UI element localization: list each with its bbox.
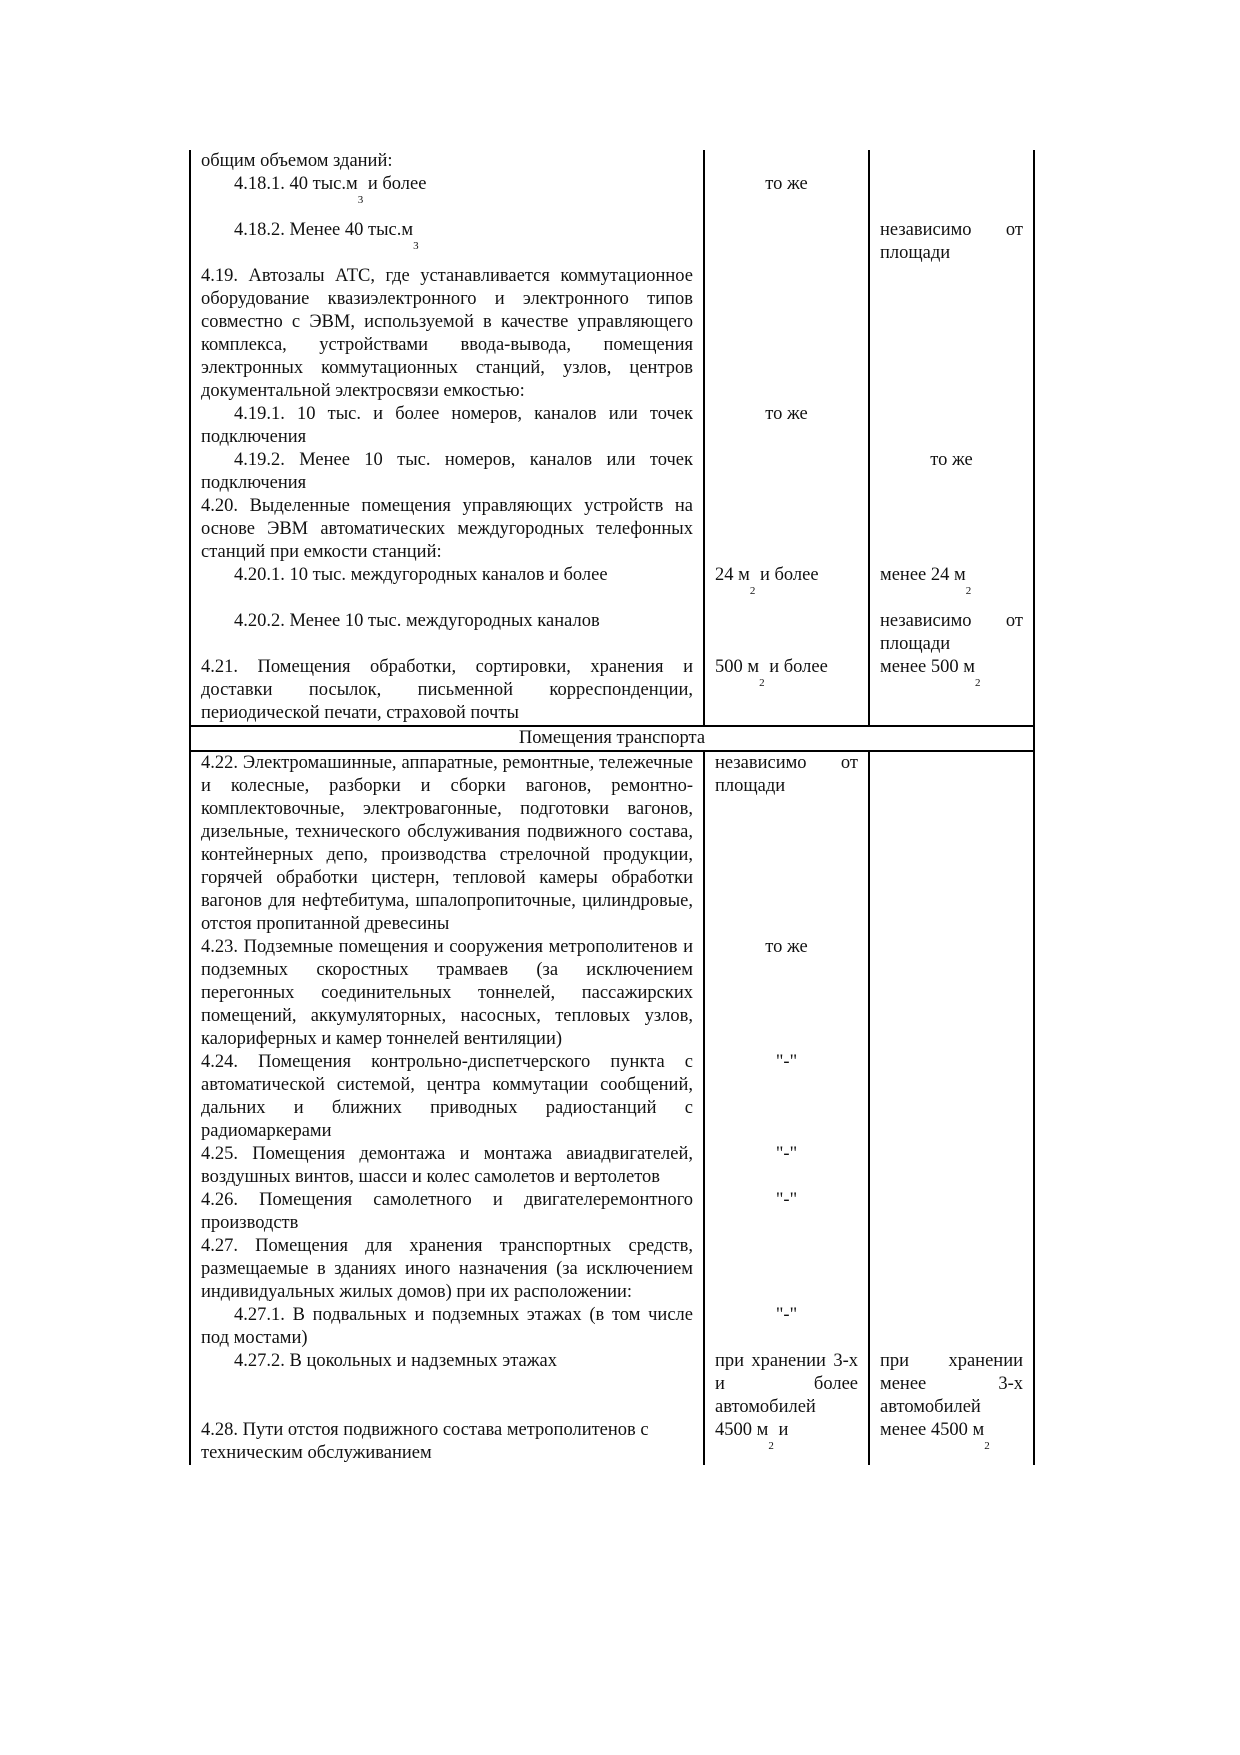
row-text: 4.27.1. В подвальных и подземных этажах (в том числе под мостами) <box>190 1304 704 1350</box>
row-text: 4.19.2. Менее 10 тыс. номеров, каналов или точек подключения <box>190 449 704 495</box>
table-row <box>190 610 1034 656</box>
row-text: 4.25. Помещения демонтажа и монтажа авиадвигателей, воздушных винтов, шасси и колес самолетов и вертолетов <box>190 1143 704 1189</box>
criterion-a: при хранении 3-х и более автомобилей <box>704 1350 869 1419</box>
criterion-b: менее 4500 $м_2$ <box>869 1419 1034 1465</box>
table-row <box>190 656 1034 726</box>
section-title: Помещения транспорта <box>190 726 1034 751</box>
row-text: 4.21. Помещения обработки, сортировки, хранения и доставки посылок, письменной корреспонденции, периодической печати, страховой почты <box>190 656 704 726</box>
row-text: 4.18.2. Менее 40 $тыс.м_3$ <box>190 219 704 265</box>
row-text: 4.20. Выделенные помещения управляющих устройств на основе ЭВМ автоматических междугородных телефонных станций при емкости станций: <box>190 495 704 564</box>
table-row <box>190 751 1034 936</box>
criterion-a: то же <box>704 173 869 219</box>
table-row <box>190 1419 1034 1465</box>
row-text: 4.18.1. 40 $тыс.м_3$ и более <box>190 173 704 219</box>
criterion-a: то же <box>704 936 869 1051</box>
row-text: 4.22. Электромашинные, аппаратные, ремонтные, тележечные и колесные, разборки и сборки вагонов, ремонтно-комплектовочные, электровагонные, подготовки вагонов, дизельные, технического обслуживания подвижного состава, контейнерных депо, производства стрелочной продукции, горячей обработки цистерн, тепловой камеры обработки вагонов для нефтебитума, шпалопропиточные, цилиндровые, отстоя пропитанной древесины <box>190 751 704 936</box>
table-row <box>190 173 1034 219</box>
table-row <box>190 1304 1034 1350</box>
criterion-b: то же <box>869 449 1034 495</box>
table-row <box>190 1350 1034 1419</box>
criterion-a <box>704 219 869 265</box>
table-row <box>190 1143 1034 1189</box>
criterion-b: менее 24 $м_2$ <box>869 564 1034 610</box>
row-text: 4.28. Пути отстоя подвижного состава метрополитенов с техническим обслуживанием <box>190 1419 704 1465</box>
table-row <box>190 403 1034 449</box>
criterion-b: менее 500 $м_2$ <box>869 656 1034 726</box>
row-text: 4.20.2. Менее 10 тыс. междугородных каналов <box>190 610 704 656</box>
table-row <box>190 265 1034 403</box>
row-text: 4.27. Помещения для хранения транспортных средств, размещаемые в зданиях иного назначения (за исключением индивидуальных жилых домов) при их расположении: <box>190 1235 704 1304</box>
row-text: 4.26. Помещения самолетного и двигателеремонтного производств <box>190 1189 704 1235</box>
criterion-a: 24 $м_2$ и более <box>704 564 869 610</box>
row-text: общим объемом зданий: <box>190 150 704 173</box>
table-row <box>190 150 1034 173</box>
criterion-b: при хранении менее 3-х автомобилей <box>869 1350 1034 1419</box>
row-text: 4.20.1. 10 тыс. междугородных каналов и более <box>190 564 704 610</box>
row-text: 4.19.1. 10 тыс. и более номеров, каналов или точек подключения <box>190 403 704 449</box>
row-text: 4.19. Автозалы АТС, где устанавливается коммутационное оборудование квазиэлектронного и электронного типов совместно с ЭВМ, используемой в качестве управляющего комплекса, устройствами ввода-вывода, помещения электронных коммутационных станций, узлов, центров документальной электросвязи емкостью: <box>190 265 704 403</box>
room-category-table <box>189 150 1035 1465</box>
row-text: 4.27.2. В цокольных и надземных этажах <box>190 1350 704 1419</box>
criterion-a: 4500 $м_2$ и <box>704 1419 869 1465</box>
table-row <box>190 495 1034 564</box>
criterion-b: независимо от площади <box>869 610 1034 656</box>
table-row <box>190 1051 1034 1143</box>
criterion-a: "-" <box>704 1304 869 1350</box>
table-row <box>190 1189 1034 1235</box>
table-row <box>190 449 1034 495</box>
table-row <box>190 936 1034 1051</box>
row-text: 4.23. Подземные помещения и сооружения метрополитенов и подземных скоростных трамваев (за исключением перегонных соединительных тоннелей, пассажирских помещений, аккумуляторных, насосных, тепловых узлов, калориферных и камер тоннелей вентиляции) <box>190 936 704 1051</box>
criterion-a: "-" <box>704 1143 869 1189</box>
section-header-row <box>190 726 1034 751</box>
table-row <box>190 219 1034 265</box>
table-row <box>190 564 1034 610</box>
criterion-a: 500 $м_2$ и более <box>704 656 869 726</box>
document-page <box>189 150 1033 1465</box>
criterion-a: независимо от площади <box>704 751 869 936</box>
row-text: 4.24. Помещения контрольно-диспетчерского пункта с автоматической системой, центра коммутации сообщений, дальних и ближних приводных радиостанций с радиомаркерами <box>190 1051 704 1143</box>
criterion-b: независимо от площади <box>869 219 1034 265</box>
criterion-a: "-" <box>704 1189 869 1235</box>
criterion-a: "-" <box>704 1051 869 1143</box>
criterion-b <box>869 173 1034 219</box>
table-row <box>190 1235 1034 1304</box>
criterion-a: то же <box>704 403 869 449</box>
